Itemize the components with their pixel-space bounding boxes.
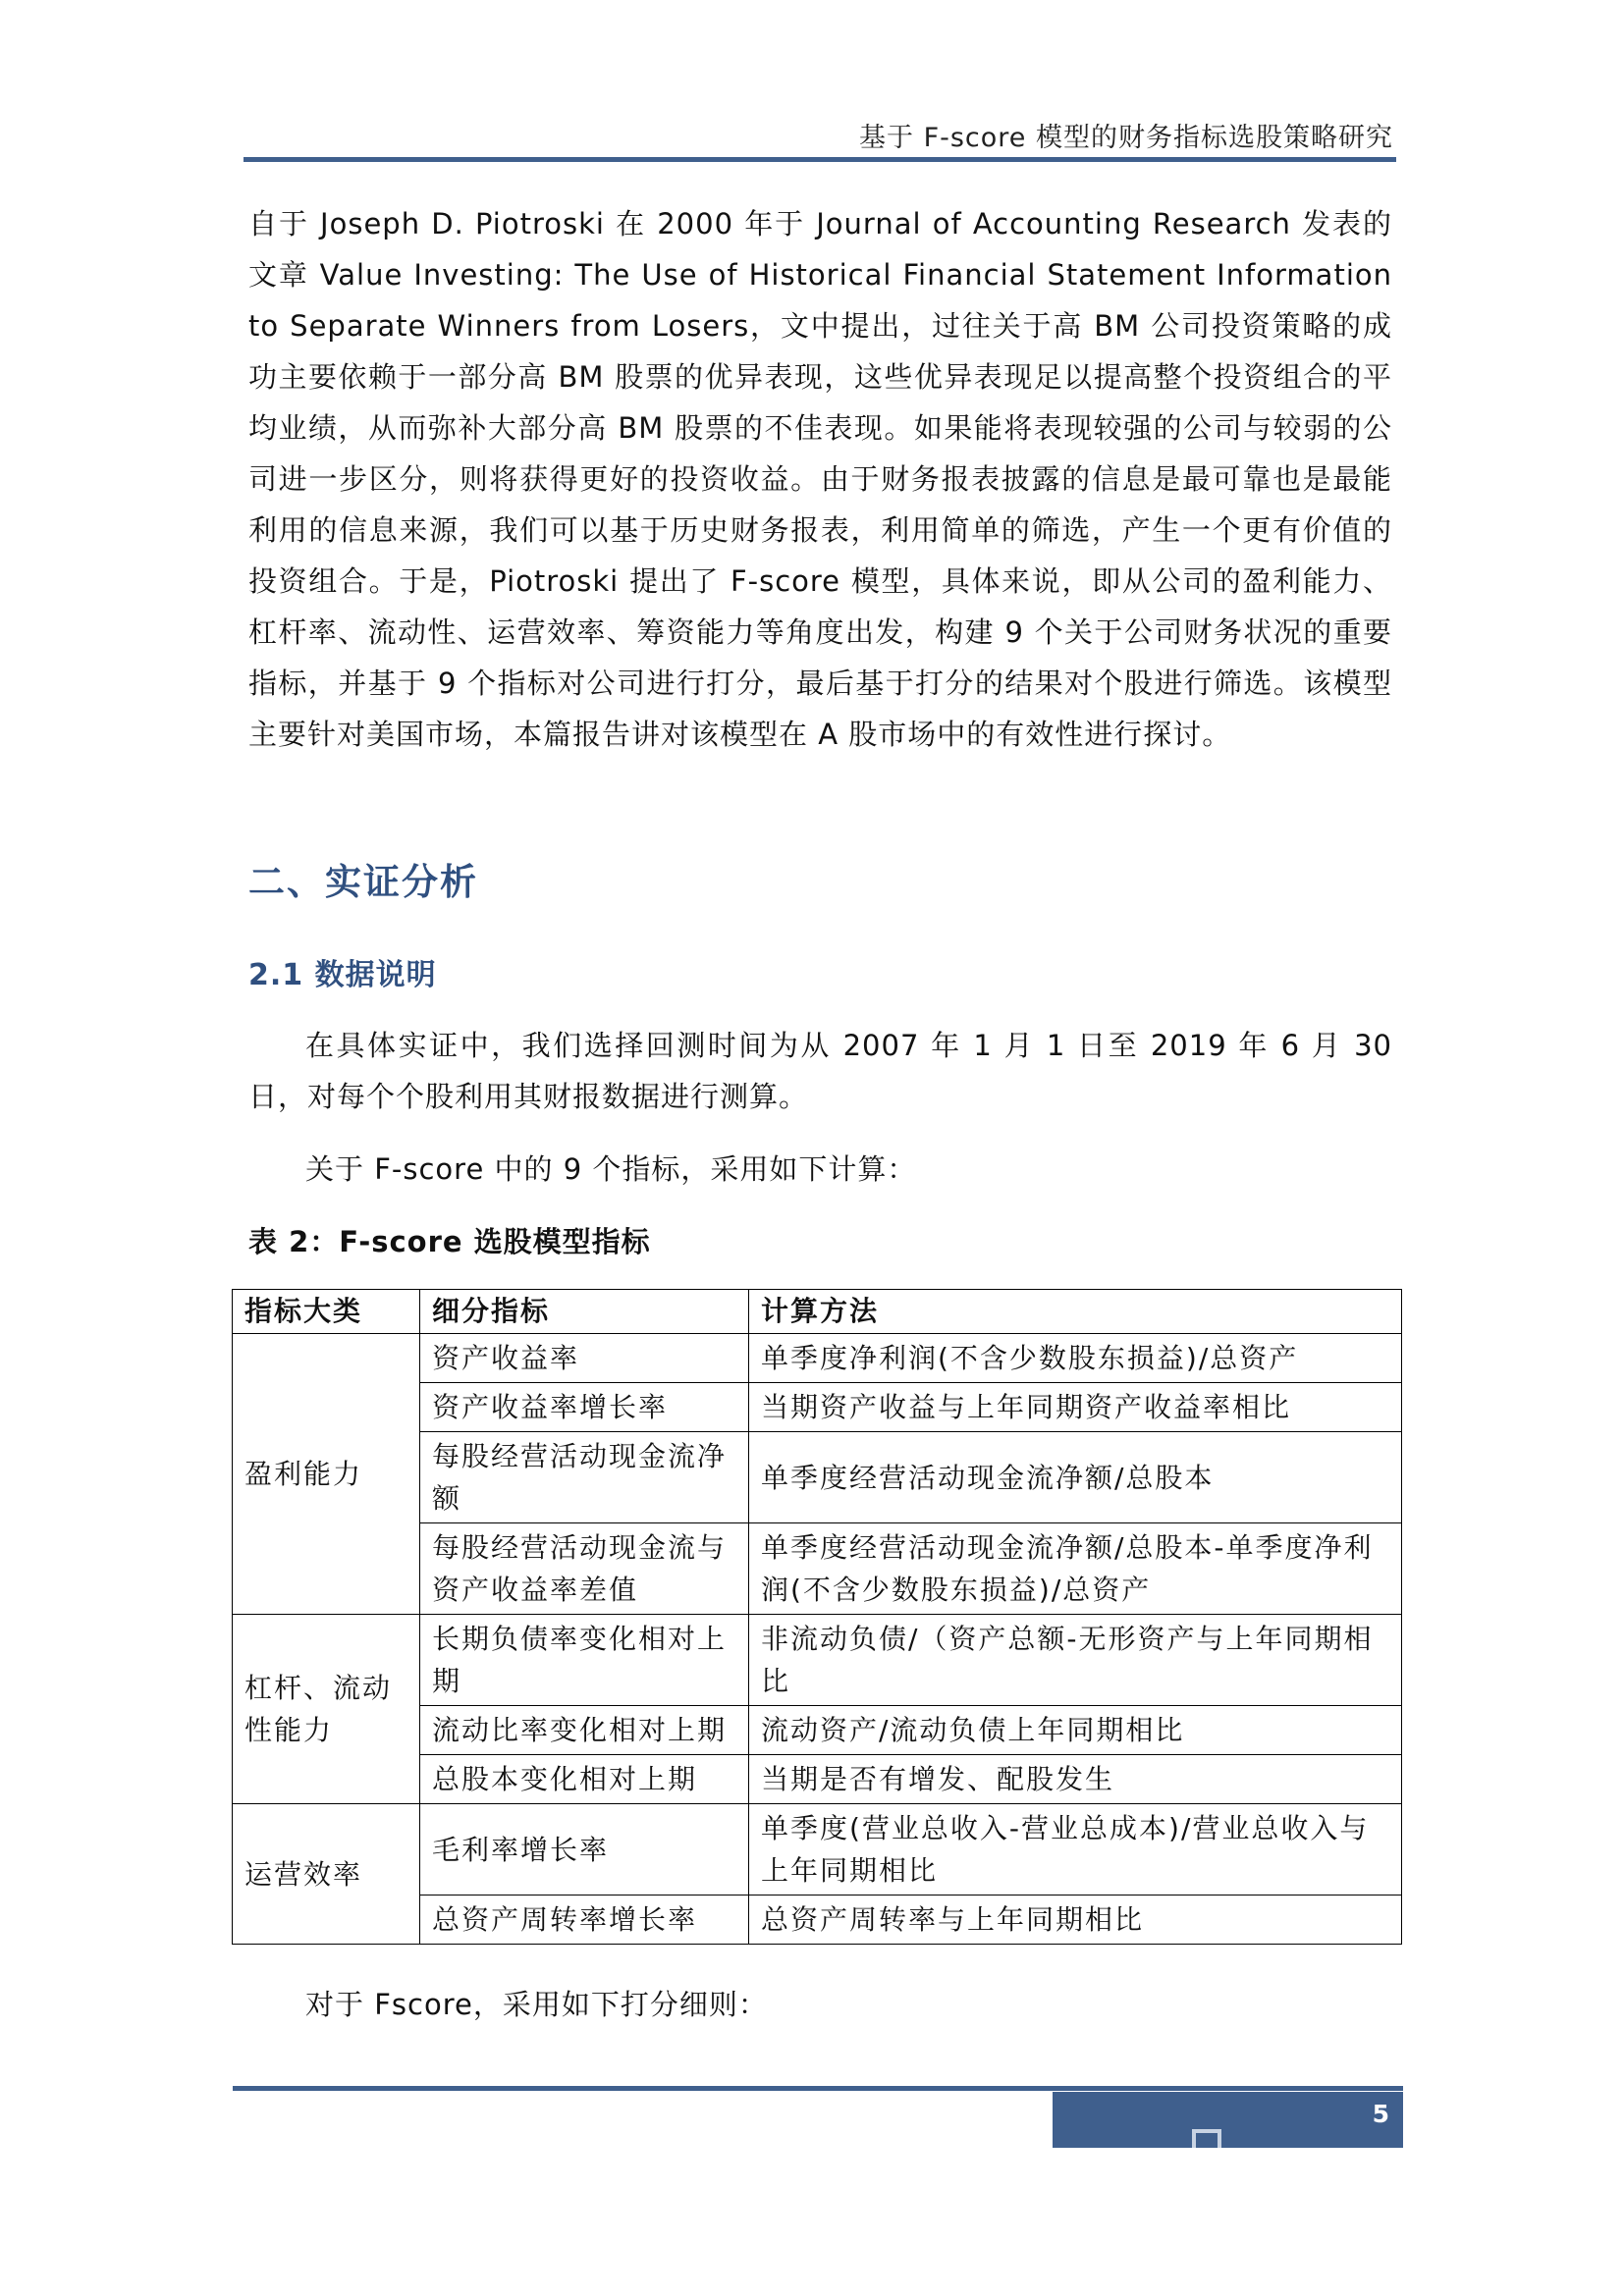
section-heading: 二、实证分析 bbox=[248, 861, 478, 903]
indicator-cell: 每股经营活动现金流净额 bbox=[420, 1432, 749, 1523]
indicator-cell: 每股经营活动现金流与资产收益率差值 bbox=[420, 1523, 749, 1615]
scoring-intro-paragraph: 对于 Fscore，采用如下打分细则： bbox=[305, 1988, 768, 2021]
method-cell: 单季度经营活动现金流净额/总股本-单季度净利润(不含少数股东损益)/总资产 bbox=[749, 1523, 1402, 1615]
running-header-title: 基于 F-score 模型的财务指标选股策略研究 bbox=[859, 123, 1393, 153]
indicator-cell: 流动比率变化相对上期 bbox=[420, 1706, 749, 1755]
header-method: 计算方法 bbox=[749, 1290, 1402, 1334]
indicator-cell: 总资产周转率增长率 bbox=[420, 1896, 749, 1945]
fscore-metrics-table bbox=[232, 1289, 1402, 1945]
table-header-row bbox=[233, 1290, 1402, 1334]
method-cell: 非流动负债/（资产总额-无形资产与上年同期相比 bbox=[749, 1615, 1402, 1706]
indicator-cell: 总股本变化相对上期 bbox=[420, 1755, 749, 1804]
table-row bbox=[233, 1804, 1402, 1896]
header-category: 指标大类 bbox=[233, 1290, 420, 1334]
indicator-cell: 资产收益率增长率 bbox=[420, 1383, 749, 1432]
intro-paragraph: 自于 Joseph D. Piotroski 在 2000 年于 Journal of Accounting Research 发表的文章 Value Investing: The Use of Historical Financial Statement Information to Separate Winners from Losers，文中提出，过往关于高 BM 公司投资策略的成功主要依赖于一部分高 BM 股票的优异表现，这些优异表现足以提高整个投资组合的平均业绩，从而弥补大部分高 BM 股票的不佳表现。如果能将表现较强的公司与较弱的公司进一步区分，则将获得更好的投资收益。由于财务报表披露的信息是最可靠也是最能利用的信息来源，我们可以基于历史财务报表，利用简单的筛选，产生一个更有价值的投资组合。于是，Piotroski 提出了 F-score 模型，具体来说，即从公司的盈利能力、杠杆率、流动性、运营效率、筹资能力等角度出发，构建 9 个关于公司财务状况的重要指标，并基于 9 个指标对公司进行打分，最后基于打分的结果对个股进行筛选。该模型主要针对美国市场，本篇报告讲对该模型在 A 股市场中的有效性进行探讨。 bbox=[248, 207, 1392, 751]
method-cell: 单季度(营业总收入-营业总成本)/营业总收入与上年同期相比 bbox=[749, 1804, 1402, 1896]
indicator-cell: 资产收益率 bbox=[420, 1334, 749, 1383]
header-indicator: 细分指标 bbox=[420, 1290, 749, 1334]
footer-divider bbox=[233, 2086, 1403, 2091]
method-cell: 当期是否有增发、配股发生 bbox=[749, 1755, 1402, 1804]
data-description-paragraph: 在具体实证中，我们选择回测时间为从 2007 年 1 月 1 日至 2019 年 6 月 30 日，对每个个股利用其财报数据进行测算。 bbox=[248, 1029, 1392, 1113]
category-cell: 盈利能力 bbox=[233, 1334, 420, 1615]
method-cell: 当期资产收益与上年同期资产收益率相比 bbox=[749, 1383, 1402, 1432]
table-row bbox=[233, 1334, 1402, 1383]
page-number: 5 bbox=[1372, 2100, 1389, 2128]
logo-icon bbox=[1192, 2129, 1221, 2148]
metrics-intro-paragraph: 关于 F-score 中的 9 个指标，采用如下计算： bbox=[305, 1152, 917, 1186]
subsection-heading: 2.1 数据说明 bbox=[248, 958, 437, 992]
indicator-cell: 长期负债率变化相对上期 bbox=[420, 1615, 749, 1706]
indicator-cell: 毛利率增长率 bbox=[420, 1804, 749, 1896]
table-row bbox=[233, 1615, 1402, 1706]
table-caption: 表 2：F-score 选股模型指标 bbox=[248, 1225, 651, 1258]
method-cell: 单季度净利润(不含少数股东损益)/总资产 bbox=[749, 1334, 1402, 1383]
category-cell: 运营效率 bbox=[233, 1804, 420, 1945]
method-cell: 总资产周转率与上年同期相比 bbox=[749, 1896, 1402, 1945]
footer-bar bbox=[1053, 2092, 1403, 2148]
method-cell: 流动资产/流动负债上年同期相比 bbox=[749, 1706, 1402, 1755]
method-cell: 单季度经营活动现金流净额/总股本 bbox=[749, 1432, 1402, 1523]
category-cell: 杠杆、流动性能力 bbox=[233, 1615, 420, 1804]
header-divider bbox=[244, 157, 1396, 162]
